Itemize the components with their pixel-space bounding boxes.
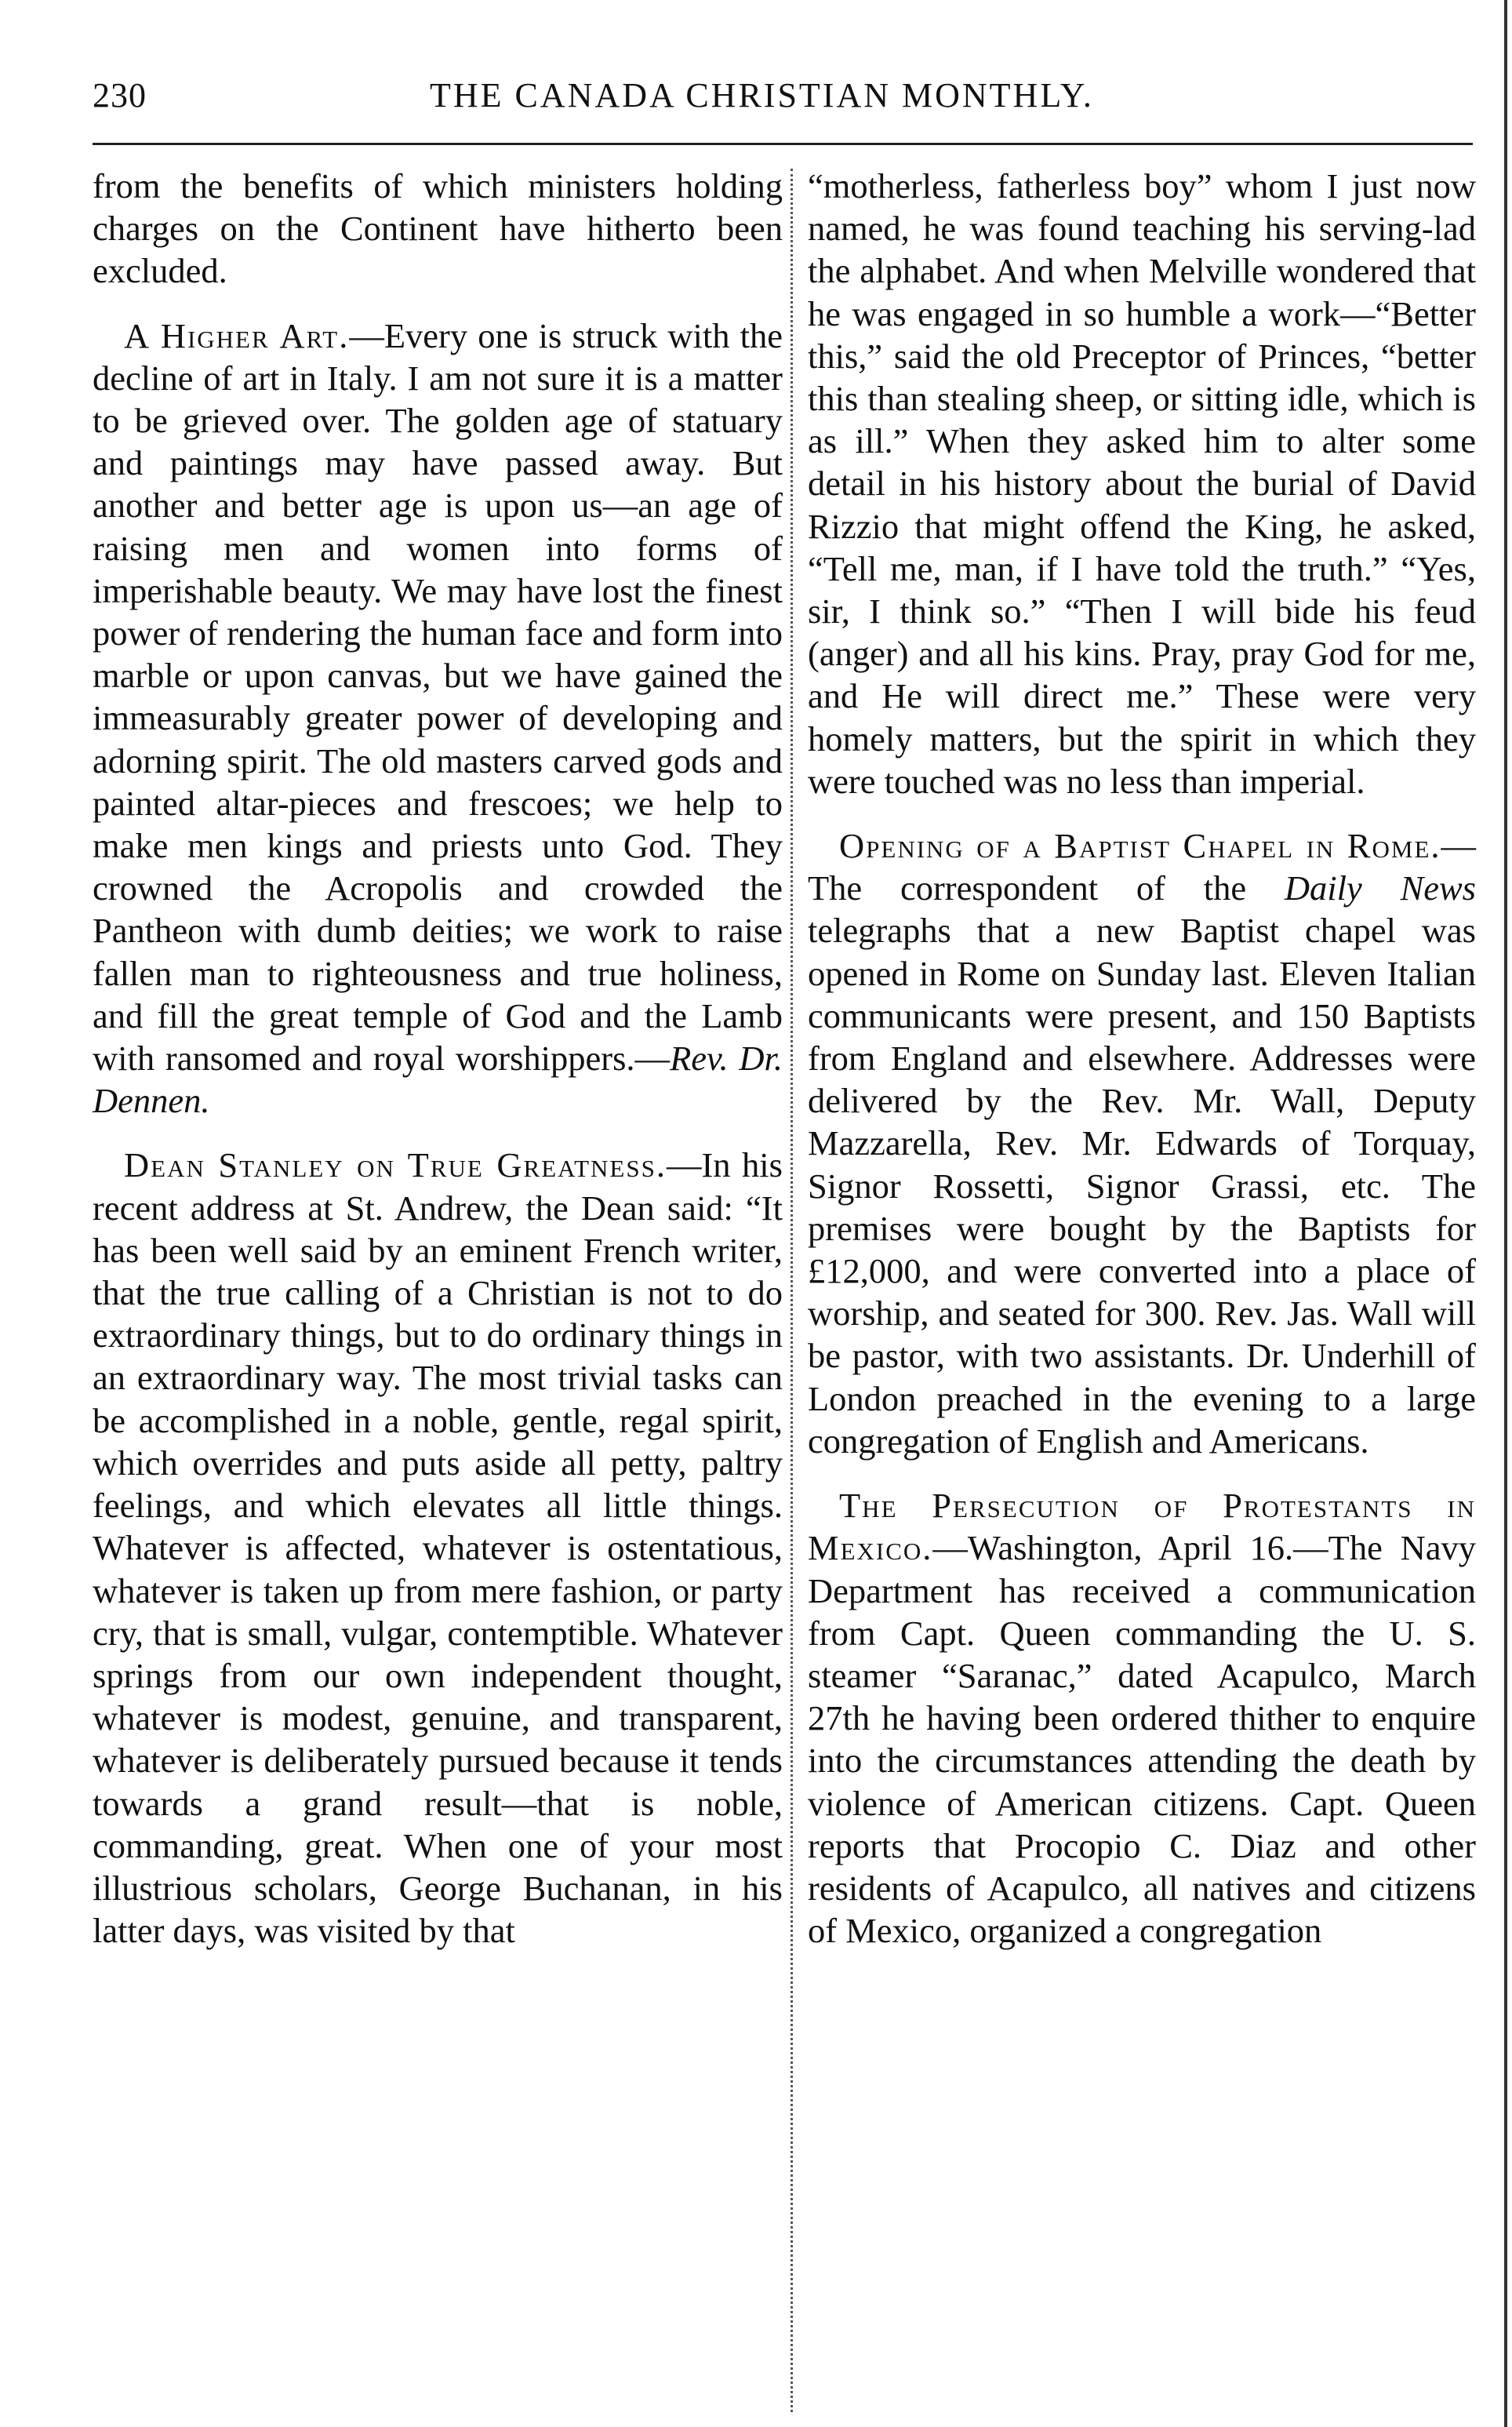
article-title-dean-stanley: Dean Stanley on True Greatness. [124, 1145, 667, 1185]
continued-paragraph [93, 165, 783, 293]
page-edge-rule [1504, 0, 1507, 2427]
article-body-dean-stanley: —In his recent address at St. Andrew, the Dean said: “It has been well said by an eminent French writer, that the true calling of a Christian is not to do extraordinary things, but to do ordinary things in an extraordinary way. The most trivial tasks can be accomplished in a noble, gentle, regal spirit, which overrides and puts aside all petty, paltry feelings, and which elevates all little things. Whatever is affected, whatever is ostentatious, whatever is taken up from mere fashion, or party cry, that is small, vulgar, contemptible. Whatever springs from our own independent thought, whatever is modest, genuine, and transparent, whatever is deliberately pursued because it tends towards a grand result—that is noble, commanding, great. When one of your most illustrious scholars, George Buchanan, in his latter days, was visited by that [93, 1145, 783, 1951]
header-rule [93, 143, 1473, 145]
article-body-higher-art: —Every one is struck with the decline of art in Italy. I am not sure it is a matter to be grieved over. The golden age of statuary and paintings may have passed away. But another and better age is upon us—an age of raising men and women into forms of imperishable beauty. We may have lost the finest power of rendering the human face and form into marble or upon canvas, but we have gained the immeasurably greater power of developing and adorning spirit. The old masters carved gods and painted altar-pieces and frescoes; we help to make men kings and priests unto God. They crowned the Acropolis and crowded the Pantheon with dumb deities; we work to raise fallen man to righteousness and true holiness, and fill the great temple of God and the Lamb with ransomed and royal worshippers.— [93, 315, 783, 1079]
article-higher-art [93, 315, 783, 1123]
running-head [93, 75, 1465, 122]
page-number: 230 [93, 76, 147, 115]
journal-title: THE CANADA CHRISTIAN MONTHLY. [430, 76, 1094, 115]
continued-text: from the benefits of which ministers holding charges on the Continent have hitherto been excluded. [93, 166, 783, 291]
article-attribution: Rev. Dr. Dennen. [93, 1039, 783, 1121]
article-dean-stanley [93, 1144, 783, 1952]
article-title-persecution: The Persecution of Protestants in Mexico. [808, 1486, 1476, 1568]
newspaper-name: Daily News [1284, 868, 1476, 908]
article-body-baptist-chapel-1: —The correspondent of the [808, 826, 1476, 908]
article-title-higher-art: A Higher Art. [124, 315, 350, 355]
article-body-baptist-chapel-2: telegraphs that a new Baptist chapel was opened in Rome on Sunday last. Eleven Italian communicants were present, and 150 Baptists from England and elsewhere. Addresses were delivered by the Rev. Mr. Wall, Deputy Mazzarella, Rev. Mr. Edwards of Torquay, Signor Rossetti, Signor Grassi, etc. The premises were bought by the Baptists for £12,000, and were converted into a place of worship, and seated for 300. Rev. Jas. Wall will be pastor, with two assistants. Dr. Underhill of London preached in the evening to a large congregation of English and Americans. [808, 911, 1476, 1461]
column-divider [791, 169, 793, 2412]
article-baptist-chapel [808, 824, 1476, 1462]
article-persecution-mexico [808, 1484, 1476, 1952]
left-column [93, 165, 783, 1952]
continued-paragraph-right [808, 165, 1476, 802]
right-column [808, 165, 1476, 1952]
continued-text-right: “motherless, fatherless boy” whom I just now named, he was found teaching his serving-lad the alphabet. And when Melville wondered that he was engaged in so humble a work—“Better this,” said the old Preceptor of Princes, “better this than stealing sheep, or sitting idle, which is as ill.” When they asked him to alter some detail in his history about the burial of David Rizzio that might offend the King, he asked, “Tell me, man, if I have told the truth.” “Yes, sir, I think so.” “Then I will bide his feud (anger) and all his kins. Pray, pray God for me, and He will direct me.” These were very homely matters, but the spirit in which they were touched was no less than imperial. [808, 166, 1476, 801]
article-title-baptist-chapel: Opening of a Baptist Chapel in Rome. [839, 826, 1441, 866]
article-body-persecution: —Washington, April 16.—The Navy Department has received a communication from Capt. Queen commanding the U. S. steamer “Saranac,” dated Acapulco, March 27th he having been ordered thither to enquire into the circumstances attending the death by violence of American citizens. Capt. Queen reports that Procopio C. Diaz and other residents of Acapulco, all natives and citizens of Mexico, organized a congregation [808, 1528, 1476, 1951]
